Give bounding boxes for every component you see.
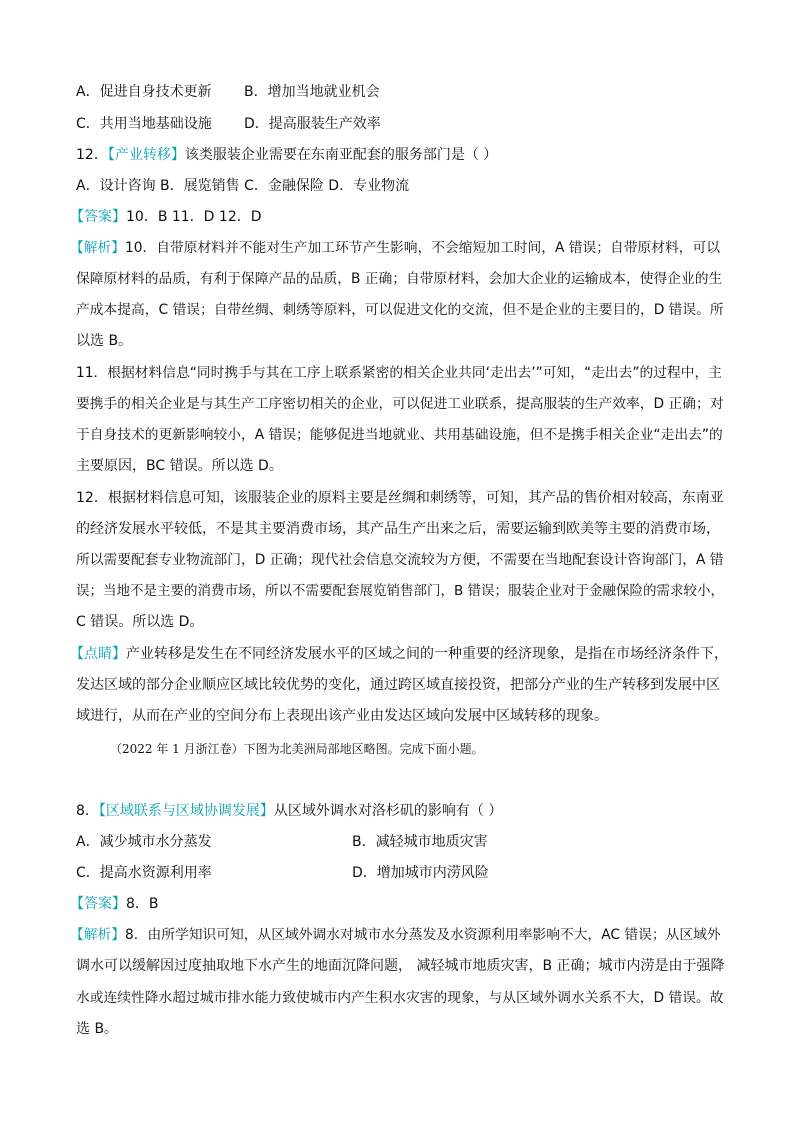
analysis-line: 保障原材料的品质，有利于保障产品的品质，B 正确；自带原材料，会加大企业的运输成本，使得企业的生 [76,271,723,287]
analysis-tag: 【解析】 [70,927,126,943]
answer-text: 10．B 11．D 12．D [126,209,262,225]
answer-tag: 【答案】 [70,209,126,225]
analysis-line: 调水可以缓解因过度抽取地下水产生的地面沉降问题， 减轻城市地质灾害，B 正确；城市内涝是由于强降 [76,958,725,974]
analysis-line: 的经济发展水平较低，不是其主要消费市场，其产品生产出来之后，需要运输到欧美等主要的消费市场， [76,521,720,537]
analysis-line: 产成本提高，C 错误；自带丝绸、刺绣等原料，可以促进文化的交流，但不是企业的主要目的，D 错误。所 [76,302,724,318]
q11-option-b: B．增加当地就业机会 [244,84,380,100]
q11-option-d: D．提高服装生产效率 [244,116,381,132]
analysis-line: 【解析】10．自带原材料并不能对生产加工环节产生影响，不会缩短加工时间，A 错误；自带原材料，可以 [70,240,721,256]
comment-line: 发达区域的部分企业顺应区域比较优势的变化，通过跨区域直接投资，把部分产业的生产转移到发展中区 [76,677,720,693]
analysis-line: 水或连续性降水超过城市排水能力致使城市内产生积水灾害的现象，与从区域外调水关系不大，D 错误。故 [76,990,724,1006]
question-number: 8． [76,803,99,819]
comment-tag: 【点睛】 [70,646,126,662]
q8-option-b: B．减轻城市地质灾害 [352,834,488,850]
exam-source-note: （2022 年 1 月浙江卷）下图为北美洲局部地区略图。完成下面小题。 [110,742,484,756]
comment-line: 域进行，从而在产业的空间分布上表现出该产业由发达区域向发展中区域转移的现象。 [76,708,608,724]
q8-option-c: C．提高水资源利用率 [76,865,212,881]
analysis-line: 选 B。 [76,1021,119,1037]
analysis-line: 于自身技术的更新影响较小，A 错误；能够促进当地就业、共用基础设施，但不是携手相关企业“走出去”的 [76,427,723,443]
analysis-line: 11．根据材料信息“同时携手与其在工序上联系紧密的相关企业共同‘走出去’”可知，“走出去”的过程中，主 [76,365,722,381]
q11-option-a: A．促进自身技术更新 [76,84,212,100]
q8-option-a: A．减少城市水分蒸发 [76,834,212,850]
q12-options: A．设计咨询 B．展览销售 C．金融保险 D．专业物流 [76,178,410,194]
analysis-line: 以选 B。 [76,333,133,349]
answer-block [70,895,159,913]
question-8 [76,802,502,820]
analysis-tag: 【解析】 [70,240,126,256]
q11-option-c: C．共用当地基础设施 [76,116,212,132]
answer-text: 8．B [126,896,159,912]
answer-tag: 【答案】 [70,896,126,912]
analysis-line: 【解析】8．由所学知识可知，从区域外调水对城市水分蒸发及水资源利用率影响不大，AC 错误；从区域外 [70,927,721,943]
question-12 [76,146,497,164]
analysis-line: 所以需要配套专业物流部门，D 正确；现代社会信息交流较为方便，不需要在当地配套设计咨询部门，A 错 [76,552,724,568]
question-stem: 该类服装企业需要在东南亚配套的服务部门是（ ） [184,147,498,163]
analysis-line: 主要原因，BC 错误。所以选 D。 [76,458,283,474]
question-stem: 从区域外调水对洛杉矶的影响有（ ） [273,803,503,819]
analysis-line: 12．根据材料信息可知，该服装企业的原料主要是丝绸和刺绣等，可知，其产品的售价相对较高，东南亚 [76,490,724,506]
question-number: 12． [76,147,108,163]
topic-tag: 【产业转移】 [107,147,185,163]
comment-line: 【点睛】产业转移是发生在不同经济发展水平的区域之间的一种重要的经济现象，是指在市场经济条件下， [70,646,728,662]
answer-block [70,208,262,226]
topic-tag: 【区域联系与区域协调发展】 [98,803,274,819]
analysis-line: 误；当地不是主要的消费市场，所以不需要配套展览销售部门，B 错误；服装企业对于金融保险的需求较小， [76,583,725,599]
analysis-line: 要携手的相关企业是与其生产工序密切相关的企业，可以促进工业联系，提高服装的生产效率，D 正确；对 [76,396,724,412]
q8-option-d: D．增加城市内涝风险 [352,865,489,881]
analysis-line: C 错误。所以选 D。 [76,614,204,630]
